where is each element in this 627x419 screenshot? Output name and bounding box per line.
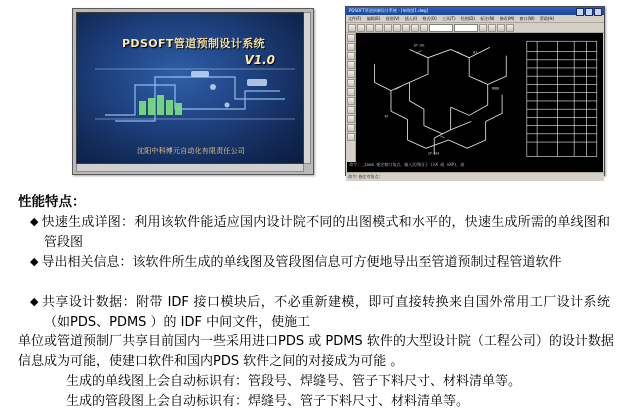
cad-menu-bar[interactable] (346, 15, 604, 23)
pdsoft-splash-window (72, 8, 314, 175)
erase-tool-icon[interactable] (347, 115, 355, 123)
menu-item-modify[interactable]: 修改(M) (499, 16, 515, 21)
cad-title-text: PDSOFT管道预制设计系统 - [单线图1.dwg] (349, 8, 429, 13)
page-title: 性能特点： (18, 194, 86, 210)
sub-line-1: 生成的单线图上会自动标识有：管段号、焊缝号、管子下料尺寸、材料清单等。 (66, 374, 522, 389)
help-icon[interactable] (506, 24, 514, 32)
splash-version: V1.0 (244, 53, 275, 67)
menu-item-help[interactable]: 帮助(H) (539, 16, 555, 21)
menu-item-draw[interactable]: 绘图(D) (460, 16, 475, 21)
save-icon[interactable] (366, 24, 374, 32)
splash-side-panel (303, 12, 311, 164)
svg-text:W7: W7 (384, 114, 389, 119)
dimension-tool-icon[interactable] (347, 97, 355, 105)
diamond-bullet-icon: ◆ (30, 215, 39, 228)
splash-canvas (76, 12, 304, 164)
svg-text:SP-101: SP-101 (413, 43, 425, 48)
print-icon[interactable] (375, 24, 383, 32)
diamond-bullet-icon: ◆ (30, 295, 39, 308)
text-tool-icon[interactable] (347, 88, 355, 96)
paste-icon[interactable] (402, 24, 410, 32)
bullet-item-1 (30, 212, 610, 253)
pipe-artwork-icon (95, 65, 295, 123)
bullet-item-2-text: 导出相关信息：该软件所生成的单线图及管段图信息可方便地导出至管道预制过程管道软件 (41, 255, 562, 270)
menu-item-window[interactable]: 窗口(W) (519, 16, 535, 21)
cad-command-line[interactable]: 命令: _zoom 指定窗口角点，输入比例因子 (nX 或 nXP)，或 (347, 162, 603, 172)
bullet-item-3-text: 共享设计数据：附带 IDF 接口模块后，不必重新建模，即可直接转换来自国外常用工厂设计系统（如PDS、PDMS ）的 IDF 中间文件，使施工 (41, 295, 610, 330)
splash-title: PDSOFT管道预制设计系统 (121, 37, 266, 50)
maximize-icon[interactable] (585, 8, 593, 16)
cad-drawing-area[interactable] (347, 33, 603, 162)
screenshot-row (0, 0, 627, 180)
open-file-icon[interactable] (357, 24, 365, 32)
menu-item-view[interactable]: 视图(V) (385, 16, 400, 21)
rectangle-tool-icon[interactable] (347, 70, 355, 78)
window-controls[interactable] (576, 8, 602, 16)
diamond-bullet-icon: ◆ (30, 255, 39, 268)
block-tool-icon[interactable] (347, 106, 355, 114)
layer-selector[interactable] (429, 24, 453, 32)
menu-item-dimension[interactable]: 标注(N) (480, 16, 495, 21)
new-file-icon[interactable] (348, 24, 356, 32)
copy-icon[interactable] (393, 24, 401, 32)
menu-item-insert[interactable]: 插入(I) (404, 16, 418, 21)
menu-item-file[interactable]: 文件(F) (348, 16, 362, 21)
redo-icon[interactable] (420, 24, 428, 32)
bullet-item-1-text: 快速生成详图：利用该软件能适应国内设计院不同的出图模式和水平的，快速生成所需的单线图和管段图 (41, 215, 610, 250)
pan-icon[interactable] (488, 24, 496, 32)
close-icon[interactable] (594, 8, 602, 16)
cad-status-bar: 命令: 指定对角点: (346, 172, 604, 181)
circle-tool-icon[interactable] (347, 52, 355, 60)
cad-toolbar-left[interactable] (347, 33, 356, 162)
menu-item-format[interactable]: 格式(O) (422, 16, 437, 21)
isometric-piping-drawing[interactable] (356, 33, 603, 166)
splash-company-footer: 沈阳中科博元自动化有限责任公司 (137, 147, 245, 155)
svg-text:SP-104: SP-104 (428, 151, 440, 156)
svg-text:W3: W3 (473, 50, 478, 55)
cut-icon[interactable] (384, 24, 392, 32)
arc-tool-icon[interactable] (347, 61, 355, 69)
menu-item-tools[interactable]: 工具(T) (441, 16, 456, 21)
line-tool-icon[interactable] (347, 34, 355, 42)
hatch-tool-icon[interactable] (347, 79, 355, 87)
offset-tool-icon[interactable] (347, 133, 355, 141)
splash-bottom-bar (76, 163, 304, 172)
trim-tool-icon[interactable] (347, 124, 355, 132)
polyline-tool-icon[interactable] (347, 43, 355, 51)
minimize-icon[interactable] (576, 8, 584, 16)
continuation-paragraph: 单位或管道预制厂共享目前国内一些采用进口PDS 或 PDMS 软件的大型设计院（工程公司）的设计数据信息成为可能，使建口软件和国内PDS 软件之间的对接成为可能 。 (18, 334, 614, 369)
linetype-selector[interactable] (454, 24, 478, 32)
sub-line-2: 生成的管段图上会自动标识有：焊缝号、管子下料尺寸、材料清单等。 (66, 394, 470, 409)
undo-icon[interactable] (411, 24, 419, 32)
svg-text:DN80: DN80 (491, 86, 500, 91)
cad-toolbar-top[interactable] (346, 23, 604, 33)
properties-icon[interactable] (497, 24, 505, 32)
cad-title-bar (346, 7, 604, 15)
zoom-icon[interactable] (479, 24, 487, 32)
bullet-item-3 (30, 292, 610, 333)
bullet-item-2 (30, 252, 610, 273)
menu-item-edit[interactable]: 编辑(E) (366, 16, 381, 21)
cad-application-window (345, 6, 605, 179)
